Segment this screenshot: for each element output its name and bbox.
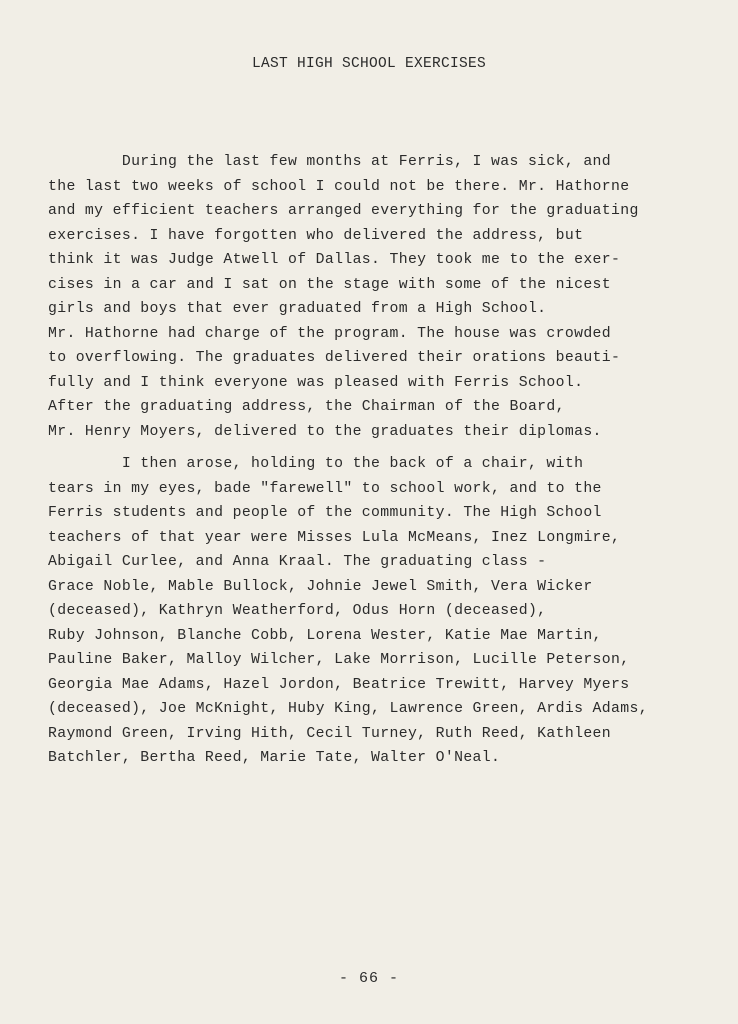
text-line: Pauline Baker, Malloy Wilcher, Lake Morrison, Lucille Peterson, (48, 652, 630, 668)
text-line: fully and I think everyone was pleased with Ferris School. (48, 374, 584, 391)
text-line: Mr. Henry Moyers, delivered to the graduates their diplomas. (48, 423, 602, 440)
text-line: teachers of that year were Misses Lula McMeans, Inez Longmire, (48, 529, 621, 546)
text-line: Grace Noble, Mable Bullock, Johnie Jewel Smith, Vera Wicker (48, 578, 593, 595)
text-line: During the last few months at Ferris, I was sick, and (48, 154, 612, 170)
text-line: After the graduating address, the Chairman of the Board, (48, 399, 565, 415)
text-line: Mr. Hathorne had charge of the program. The house was crowded (48, 325, 612, 342)
paragraph-graduation-exercises (48, 150, 698, 444)
text-line: cises in a car and I sat on the stage with some of the nicest (48, 276, 612, 293)
text-line: Georgia Mae Adams, Hazel Jordon, Beatrice Trewitt, Harvey Myers (48, 676, 630, 693)
text-line: and my efficient teachers arranged everything for the graduating (48, 203, 639, 219)
text-line: Raymond Green, Irving Hith, Cecil Turney, Ruth Reed, Kathleen (48, 725, 612, 742)
page-title: LAST HIGH SCHOOL EXERCISES (251, 56, 487, 72)
text-line: Abigail Curlee, and Anna Kraal. The graduating class - (48, 554, 547, 570)
text-line: to overflowing. The graduates delivered their orations beauti- (48, 350, 621, 366)
text-line: exercises. I have forgotten who delivered the address, but (48, 227, 584, 244)
text-line: (deceased), Kathryn Weatherford, Odus Horn (deceased), (48, 603, 547, 619)
text-line: (deceased), Joe McKnight, Huby King, Lawrence Green, Ardis Adams, (48, 701, 648, 717)
text-line: tears in my eyes, bade "farewell" to school work, and to the (48, 480, 602, 497)
text-line: Batchler, Bertha Reed, Marie Tate, Walter O'Neal. (48, 750, 501, 766)
text-line: I then arose, holding to the back of a chair, with (48, 456, 584, 472)
text-line: Ferris students and people of the community. The High School (48, 505, 602, 521)
text-line: Ruby Johnson, Blanche Cobb, Lorena Wester, Katie Mae Martin, (48, 627, 602, 644)
text-line: girls and boys that ever graduated from a High School. (48, 301, 547, 317)
page-number: - 66 - (338, 970, 399, 987)
text-line: the last two weeks of school I could not be there. Mr. Hathorne (48, 178, 630, 195)
text-line: think it was Judge Atwell of Dallas. They took me to the exer- (48, 252, 621, 268)
paragraph-farewell-and-class-list (48, 452, 698, 771)
